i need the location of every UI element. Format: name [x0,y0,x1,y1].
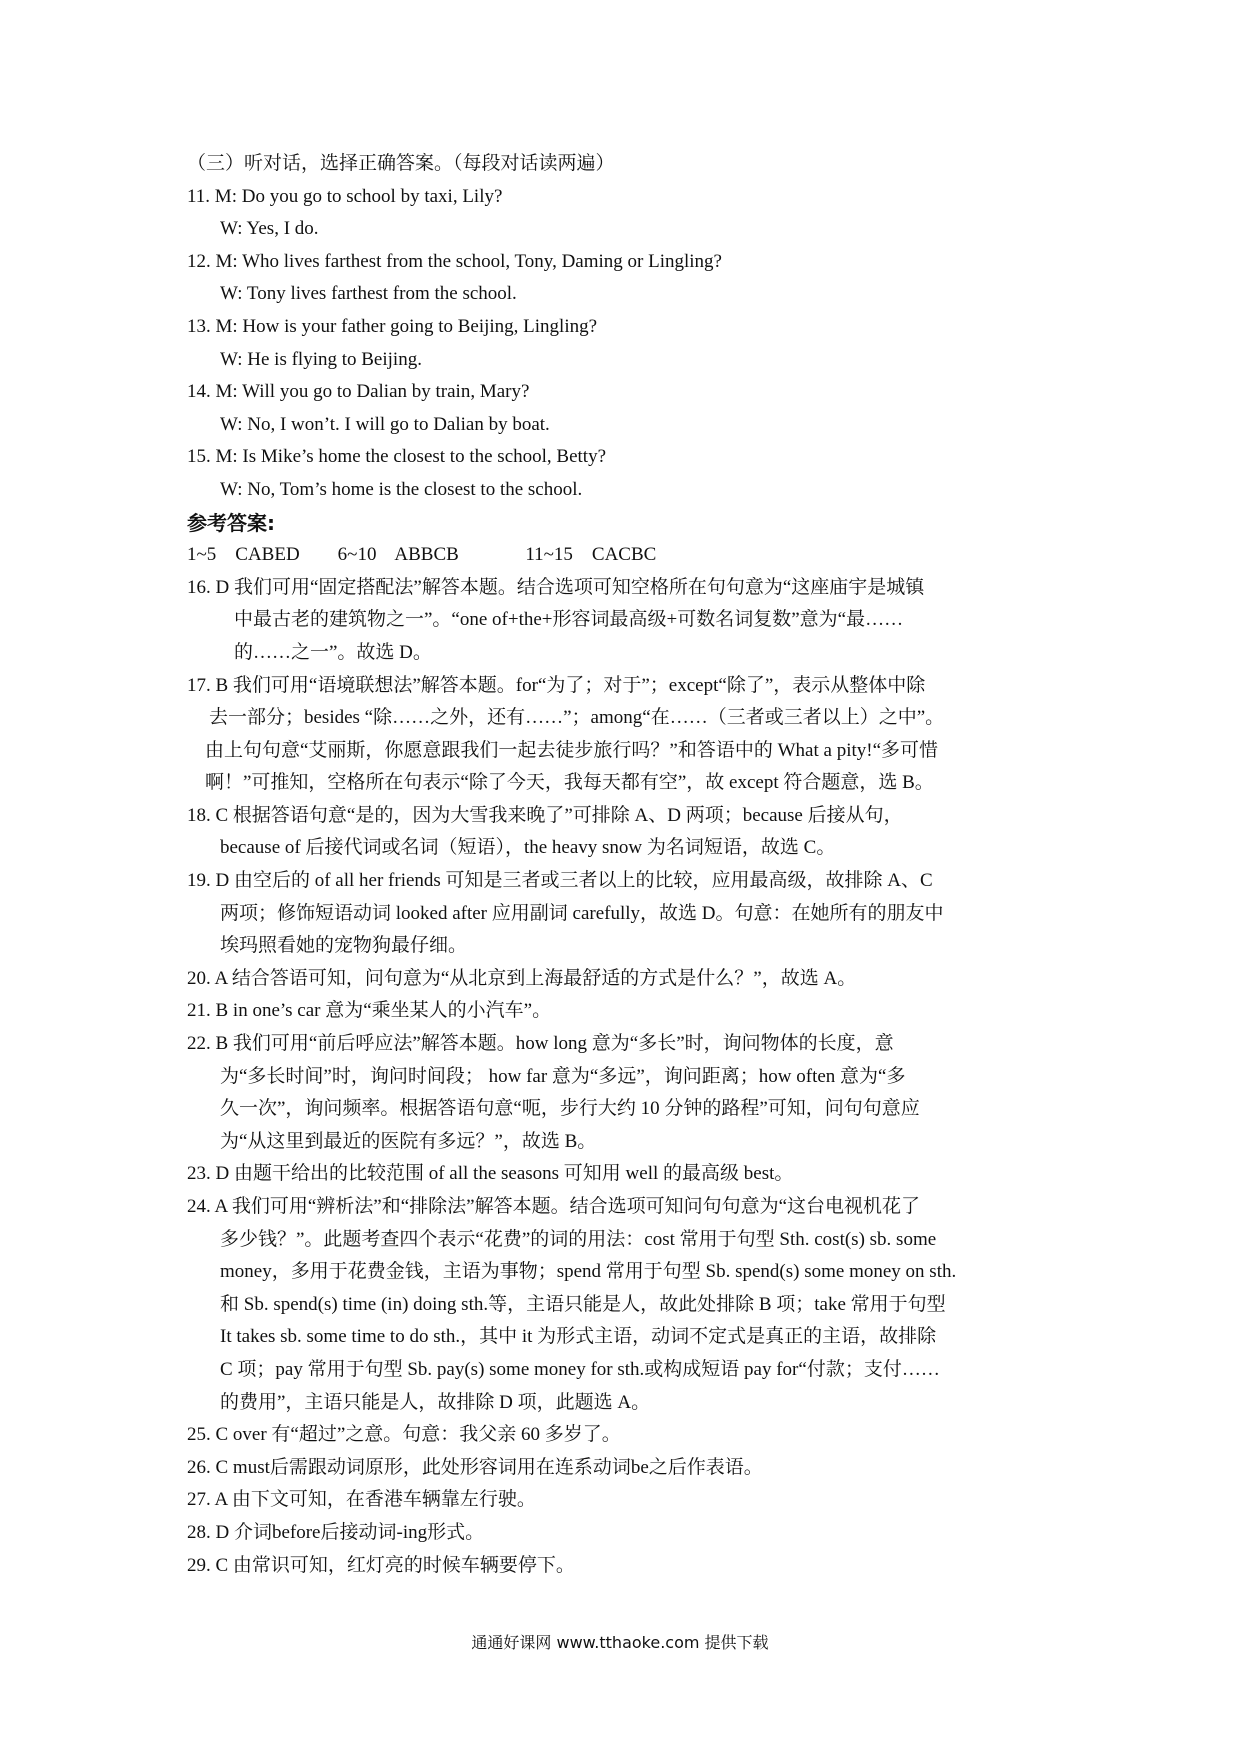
explanation-line: 久一次”，询问频率。根据答语句意“呃，步行大约 10 分钟的路程”可知，问句句意应 [220,1098,920,1120]
explanation-line: 两项；修饰短语动词 looked after 应用副词 carefully，故选 D。句意：在她所有的朋友中 [220,902,944,924]
explanation-line: 22. B 我们可用“前后呼应法”解答本题。how long 意为“多长”时，询问物体的长度，意 [187,1033,894,1055]
explanation-line: 29. C 由常识可知，红灯亮的时候车辆要停下。 [187,1554,575,1576]
explanation-line: money，多用于花费金钱，主语为事物；spend 常用于句型 Sb. spend(s) some money on sth. [220,1261,957,1283]
dialogue-answer: W: He is flying to Beijing. [220,348,422,370]
explanation-line: 的费用”，主语只能是人，故排除 D 项，此题选 A。 [220,1391,651,1413]
dialogue-question: 13. M: How is your father going to Beijing, Lingling? [187,315,598,337]
dialogue-answer: W: Tony lives farthest from the school. [220,283,517,305]
explanation-line: 20. A 结合答语可知，问句意为“从北京到上海最舒适的方式是什么？”，故选 A。 [187,967,857,989]
explanation-line: 16. D 我们可用“固定搭配法”解答本题。结合选项可知空格所在句句意为“这座庙宇是城镇 [187,576,925,598]
dialogue-question: 12. M: Who lives farthest from the school, Tony, Daming or Lingling? [187,250,722,272]
explanation-line: 26. C must后需跟动词原形，此处形容词用在连系动词be之后作表语。 [187,1456,763,1478]
explanation-line: 中最古老的建筑物之一”。“one of+the+形容词最高级+可数名词复数”意为“最…… [234,609,904,631]
explanation-line: 由上句句意“艾丽斯，你愿意跟我们一起去徒步旅行吗？”和答语中的 What a pity!“多可惜 [205,739,939,761]
explanation-line: 埃玛照看她的宠物狗最仔细。 [220,935,468,957]
explanation-line: because of 后接代词或名词（短语），the heavy snow 为名词短语，故选 C。 [220,837,836,859]
explanation-line: 17. B 我们可用“语境联想法”解答本题。for“为了；对于”；except“除了”，表示从整体中除 [187,674,926,696]
explanation-line: 21. B in one’s car 意为“乘坐某人的小汽车”。 [187,1000,552,1022]
section-title: （三）听对话，选择正确答案。（每段对话读两遍） [187,153,615,174]
explanation-line: 27. A 由下文可知，在香港车辆靠左行驶。 [187,1489,536,1511]
explanation-line: 18. C 根据答语句意“是的，因为大雪我来晚了”可排除 A、D 两项；because 后接从句， [187,804,903,826]
explanation-line: C 项；pay 常用于句型 Sb. pay(s) some money for sth.或构成短语 pay for“付款；支付…… [220,1358,940,1380]
dialogue-answer: W: No, Tom’s home is the closest to the school. [220,478,583,500]
explanation-line: 23. D 由题干给出的比较范围 of all the seasons 可知用 well 的最高级 best。 [187,1163,794,1185]
explanation-line: 25. C over 有“超过”之意。句意：我父亲 60 多岁了。 [187,1424,621,1446]
dialogue-question: 15. M: Is Mike’s home the closest to the school, Betty? [187,446,607,468]
answers-heading: 参考答案: [187,510,275,535]
dialogue-answer: W: No, I won’t. I will go to Dalian by boat. [220,413,550,435]
explanation-line: 去一部分；besides “除……之外，还有……”；among“在……（三者或三者以上）之中”。 [209,707,945,729]
explanation-line: 24. A 我们可用“辨析法”和“排除法”解答本题。结合选项可知问句句意为“这台电视机花了 [187,1196,921,1217]
explanation-line: 多少钱？”。此题考查四个表示“花费”的词的用法：cost 常用于句型 Sth. cost(s) sb. some [220,1228,937,1250]
document-body [187,148,1057,1582]
explanation-line: 啊！”可推知，空格所在句表示“除了今天，我每天都有空”，故 except 符合题意，选 B。 [205,772,934,794]
explanation-line: 为“多长时间”时，询问时间段； how far 意为“多远”，询问距离；how often 意为“多 [220,1065,906,1087]
explanation-line: It takes sb. some time to do sth.，其中 it 为形式主语，动词不定式是真正的主语，故排除 [220,1326,937,1348]
dialogue-question: 14. M: Will you go to Dalian by train, Mary? [187,381,530,403]
explanation-line: 的……之一”。故选 D。 [234,641,432,663]
dialogue-question: 11. M: Do you go to school by taxi, Lily? [187,185,503,207]
explanation-line: 为“从这里到最近的医院有多远？”，故选 B。 [220,1130,597,1152]
explanation-line: 28. D 介词before后接动词-ing形式。 [187,1521,485,1543]
explanation-line: 和 Sb. spend(s) time (in) doing sth.等，主语只能是人，故此处排除 B 项；take 常用于句型 [220,1293,946,1315]
answer-summary: 1~5 CABED 6~10 ABBCB 11~15 CACBC [187,544,657,566]
explanation-line: 19. D 由空后的 of all her friends 可知是三者或三者以上的比较，应用最高级，故排除 A、C [187,870,933,892]
dialogue-answer: W: Yes, I do. [220,218,319,240]
footer-source: 通通好课网 www.tthaoke.com 提供下载 [471,1633,769,1652]
